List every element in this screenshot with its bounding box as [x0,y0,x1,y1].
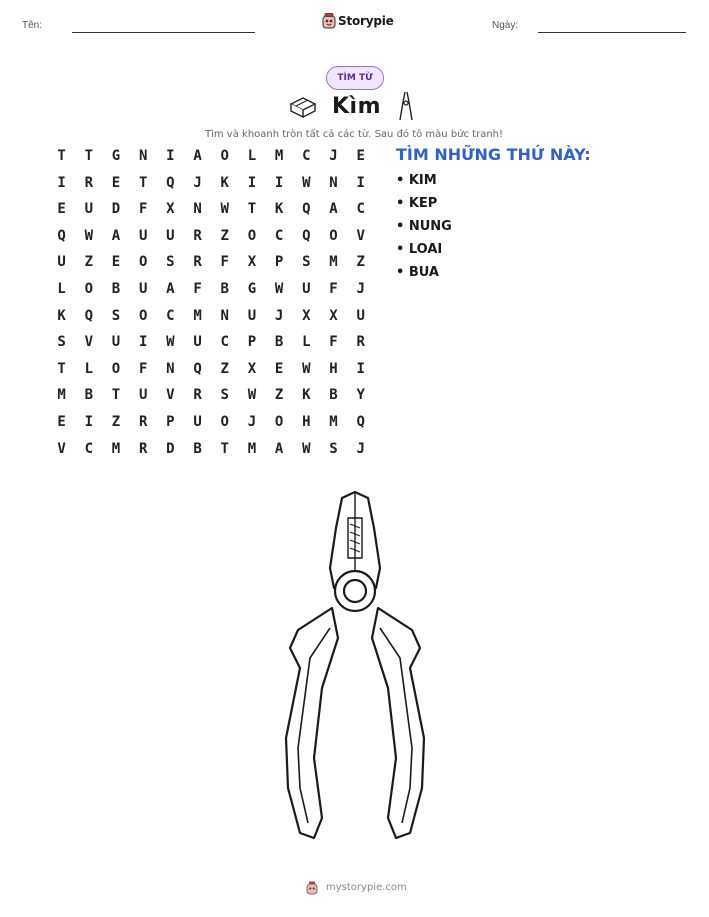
grid-letter[interactable]: O [138,307,148,324]
grid-letter[interactable]: Q [193,360,202,377]
grid-letter[interactable]: M [57,387,66,404]
grid-letter[interactable]: F [220,254,229,271]
grid-letter[interactable]: E [57,413,66,430]
grid-letter[interactable]: E [57,201,66,218]
grid-letter[interactable]: R [138,440,148,457]
grid-letter[interactable]: F [193,280,202,297]
grid-letter[interactable]: W [302,440,311,457]
grid-letter[interactable]: C [166,307,175,324]
grid-letter[interactable]: E [356,148,365,164]
grid-letter[interactable]: Z [220,360,229,377]
grid-letter[interactable]: R [193,227,202,244]
grid-letter[interactable]: X [329,307,338,324]
grid-letter[interactable]: P [274,254,284,271]
grid-letter[interactable]: V [84,334,93,351]
grid-letter[interactable]: V [166,387,175,404]
grid-letter[interactable]: F [138,201,148,218]
grid-letter[interactable]: C [220,334,229,351]
date-field[interactable] [538,32,686,33]
grid-letter[interactable]: R [193,387,202,404]
grid-letter[interactable]: B [193,440,202,457]
grid-letter[interactable]: N [138,148,148,164]
grid-row [48,226,374,253]
grid-letter[interactable]: G [111,148,121,164]
grid-letter[interactable]: C [84,440,93,457]
grid-letter[interactable]: N [329,174,338,191]
grid-letter[interactable]: C [274,227,284,244]
brand-name: Storypie [338,14,394,28]
grid-letter[interactable]: M [247,440,257,457]
grid-letter[interactable]: Q [302,201,311,218]
grid-letter[interactable]: W [166,334,175,351]
grid-letter[interactable]: B [220,280,229,297]
grid-letter[interactable]: B [111,280,121,297]
grid-letter[interactable]: S [57,334,66,351]
word-list [396,172,452,287]
grid-letter[interactable]: I [84,413,93,430]
grid-letter[interactable]: I [166,148,175,164]
grid-letter[interactable]: W [84,227,93,244]
grid-letter[interactable]: A [111,227,121,244]
pliers-small-icon [396,90,416,126]
grid-letter[interactable]: Z [220,227,229,244]
grid-letter[interactable]: T [138,174,148,191]
grid-letter[interactable]: B [329,387,338,404]
grid-letter[interactable]: T [220,440,229,457]
grid-letter[interactable]: D [166,440,175,457]
grid-letter[interactable]: C [356,201,365,218]
grid-letter[interactable]: I [138,334,148,351]
grid-letter[interactable]: T [57,148,66,164]
grid-letter[interactable]: X [247,254,257,271]
grid-letter[interactable]: S [302,254,311,271]
toolbox-icon [288,94,318,122]
list-item: • NUNG [396,219,452,234]
grid-row [48,306,374,333]
grid-letter[interactable]: U [57,254,66,271]
grid-letter[interactable]: C [302,148,311,164]
grid-letter[interactable]: U [247,307,257,324]
grid-letter[interactable]: M [329,413,338,430]
grid-row [48,252,374,279]
grid-letter[interactable]: X [247,360,257,377]
footer-url[interactable]: mystorypie.com [326,882,407,893]
grid-letter[interactable]: R [356,334,365,351]
grid-letter[interactable]: A [193,148,202,164]
grid-letter[interactable]: E [111,174,121,191]
grid-letter[interactable]: L [247,148,257,164]
grid-letter[interactable]: M [274,148,284,164]
grid-letter[interactable]: T [57,360,66,377]
grid-letter[interactable]: O [274,413,284,430]
grid-letter[interactable]: X [302,307,311,324]
grid-letter[interactable]: H [302,413,311,430]
grid-letter[interactable]: K [220,174,229,191]
grid-letter[interactable]: S [220,387,229,404]
grid-letter[interactable]: Q [84,307,93,324]
grid-letter[interactable]: M [329,254,338,271]
grid-row [48,146,374,173]
grid-letter[interactable]: A [166,280,175,297]
grid-letter[interactable]: V [356,227,365,244]
grid-letter[interactable]: K [302,387,311,404]
grid-letter[interactable]: A [329,201,338,218]
grid-letter[interactable]: F [138,360,148,377]
grid-letter[interactable]: V [57,440,66,457]
grid-letter[interactable]: J [274,307,284,324]
grid-letter[interactable]: W [247,387,257,404]
grid-letter[interactable]: N [220,307,229,324]
grid-letter[interactable]: U [166,227,175,244]
grid-row [48,199,374,226]
grid-letter[interactable]: O [220,148,229,164]
grid-letter[interactable]: J [193,174,202,191]
find-list-title: TÌM NHỮNG THỨ NÀY: [396,145,591,164]
grid-letter[interactable]: O [84,280,93,297]
list-item: • LOAI [396,242,443,257]
word-search-badge: TÌM TỪ [326,66,384,90]
grid-letter[interactable]: K [274,201,284,218]
grid-letter[interactable]: U [193,413,202,430]
grid-letter[interactable]: U [356,307,365,324]
grid-letter[interactable]: A [274,440,284,457]
instructions: Tìm và khoanh tròn tất cả các từ. Sau đó tô màu bức tranh! [205,129,504,140]
grid-letter[interactable]: W [274,280,284,297]
grid-letter[interactable]: F [329,334,338,351]
grid-letter[interactable]: R [138,413,148,430]
grid-letter[interactable]: I [57,174,66,191]
grid-row [48,279,374,306]
grid-letter[interactable]: N [166,360,175,377]
grid-letter[interactable]: Z [84,254,93,271]
list-item: • KIM [396,173,437,188]
grid-letter[interactable]: O [247,227,257,244]
grid-letter[interactable]: O [329,227,338,244]
grid-letter[interactable]: O [138,254,148,271]
grid-row [48,359,374,386]
grid-letter[interactable]: U [138,227,148,244]
grid-letter[interactable]: I [356,360,365,377]
name-field[interactable] [72,32,255,33]
grid-letter[interactable]: Q [302,227,311,244]
grid-row [48,332,374,359]
grid-letter[interactable]: Q [166,174,175,191]
date-label: Ngày: [492,20,519,31]
list-item: • KEP [396,196,438,211]
page-title: Kìm [332,94,382,119]
grid-letter[interactable]: S [111,307,121,324]
grid-row [48,385,374,412]
grid-letter[interactable]: G [247,280,257,297]
grid-letter[interactable]: L [57,280,66,297]
grid-letter[interactable]: E [111,254,121,271]
grid-letter[interactable]: H [329,360,338,377]
grid-letter[interactable]: M [111,440,121,457]
grid-letter[interactable]: I [274,174,284,191]
grid-letter[interactable]: T [111,387,121,404]
grid-letter[interactable]: W [302,360,311,377]
grid-letter[interactable]: I [356,174,365,191]
grid-letter[interactable]: K [57,307,66,324]
grid-letter[interactable]: S [166,254,175,271]
grid-letter[interactable]: U [193,334,202,351]
grid-letter[interactable]: W [220,201,229,218]
grid-letter[interactable]: L [84,360,93,377]
grid-letter[interactable]: U [138,387,148,404]
grid-letter[interactable]: U [84,201,93,218]
grid-letter[interactable]: T [247,201,257,218]
grid-letter[interactable]: J [356,440,365,457]
grid-letter[interactable]: U [138,280,148,297]
grid-row [48,173,374,200]
grid-letter[interactable]: Q [356,413,365,430]
name-label: Tên: [22,20,43,31]
grid-letter[interactable]: Y [356,387,365,404]
grid-letter[interactable]: M [193,307,202,324]
grid-letter[interactable]: Q [57,227,66,244]
grid-letter[interactable]: I [247,174,257,191]
grid-letter[interactable]: J [329,148,338,164]
grid-letter[interactable]: D [111,201,121,218]
grid-letter[interactable]: F [329,280,338,297]
grid-letter[interactable]: O [111,360,121,377]
grid-letter[interactable]: S [329,440,338,457]
grid-letter[interactable]: T [84,148,93,164]
grid-letter[interactable]: W [302,174,311,191]
grid-letter[interactable]: B [84,387,93,404]
grid-letter[interactable]: U [111,334,121,351]
grid-letter[interactable]: R [193,254,202,271]
grid-letter[interactable]: P [166,413,175,430]
grid-row [48,439,374,466]
grid-letter[interactable]: Z [356,254,365,271]
grid-letter[interactable]: U [302,280,311,297]
grid-letter[interactable]: N [193,201,202,218]
grid-letter[interactable]: E [274,360,284,377]
brand-logo [322,13,394,31]
grid-letter[interactable]: L [302,334,311,351]
list-item: • BUA [396,265,439,280]
grid-letter[interactable]: B [274,334,284,351]
grid-letter[interactable]: J [356,280,365,297]
grid-letter[interactable]: J [247,413,257,430]
grid-letter[interactable]: O [220,413,229,430]
grid-letter[interactable]: P [247,334,257,351]
grid-letter[interactable]: X [166,201,175,218]
storypie-logo-icon [306,880,318,899]
grid-letter[interactable]: R [84,174,93,191]
pliers-illustration [270,488,440,848]
grid-letter[interactable]: Z [111,413,121,430]
word-search-grid [48,146,374,465]
storypie-logo-icon [322,13,336,33]
grid-row [48,412,374,439]
grid-letter[interactable]: Z [274,387,284,404]
